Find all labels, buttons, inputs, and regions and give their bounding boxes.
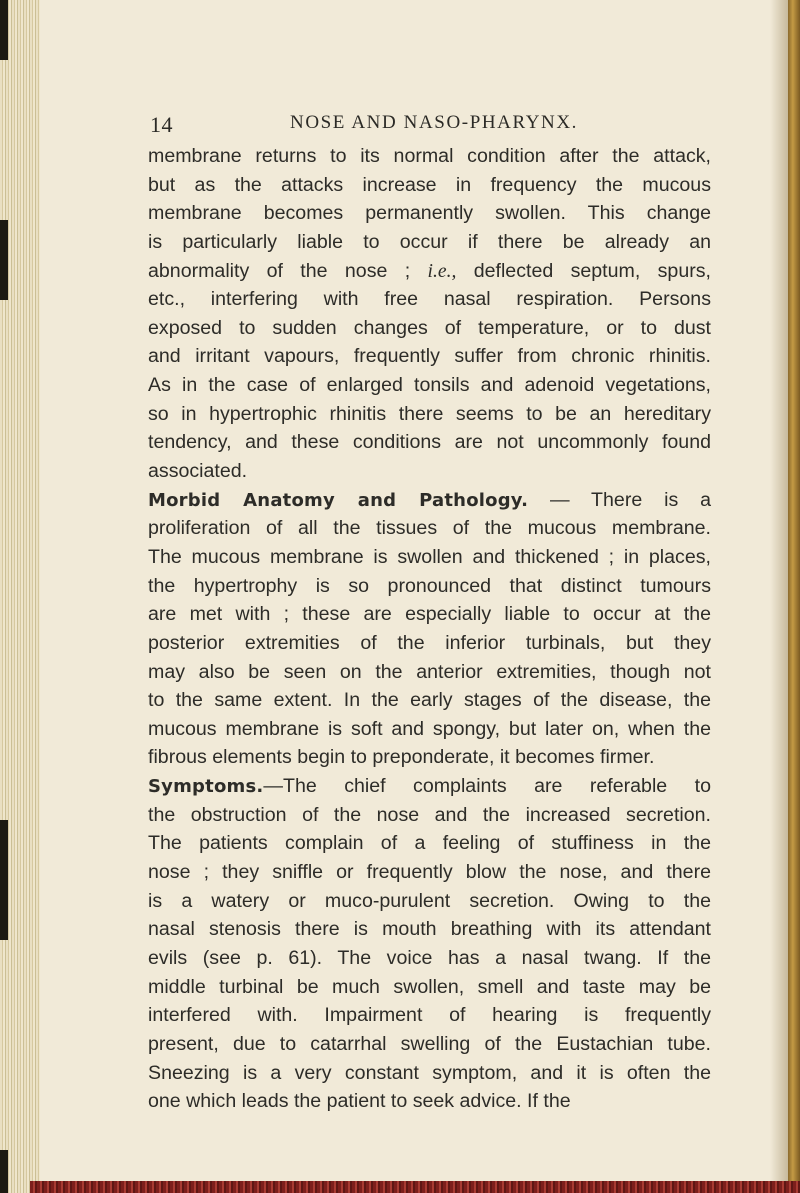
text-line: is particularly liable to occur if there be already an: [148, 230, 711, 253]
text-line: are met with ; these are especially liable to occur at the: [148, 603, 711, 626]
text-run: abnormality of the nose ;: [148, 259, 428, 282]
text-run: deflected septum, spurs,: [456, 259, 711, 282]
page-edge-left: [0, 0, 40, 1193]
text-line: the obstruction of the nose and the increased secretion.: [148, 803, 711, 826]
text-line: nose ; they sniffle or frequently blow the nose, and there: [148, 861, 711, 884]
text-line: and irritant vapours, frequently suffer from chronic rhinitis.: [148, 345, 711, 368]
text-line: membrane returns to its normal condition after the attack,: [148, 145, 711, 167]
text-line: posterior extremities of the inferior turbinals, but they: [148, 631, 711, 654]
text-line: [148, 772, 711, 801]
page-curve-shadow: [770, 0, 788, 1193]
text-line: The mucous membrane is swollen and thickened ; in places,: [148, 545, 711, 568]
text-line: associated.: [148, 460, 248, 483]
text-line: tendency, and these conditions are not uncommonly found: [148, 431, 711, 454]
binding-strip: [30, 1181, 800, 1193]
text-line: is a watery or muco-purulent secretion. Owing to the: [148, 889, 711, 912]
text-line: exposed to sudden changes of temperature, or to dust: [148, 316, 711, 339]
text-line: present, due to catarrhal swelling of the Eustachian tube.: [148, 1032, 711, 1055]
text-line: one which leads the patient to seek advice. If the: [148, 1090, 571, 1113]
text-line: the hypertrophy is so pronounced that distinct tumours: [148, 574, 711, 597]
text-line: [148, 486, 711, 515]
text-line: Sneezing is a very constant symptom, and it is often the: [148, 1061, 711, 1084]
text-run: — There is a: [528, 488, 711, 511]
text-line: The patients complain of a feeling of stuffiness in the: [148, 832, 711, 855]
text-line: interfered with. Impairment of hearing is frequently: [148, 1004, 711, 1027]
text-line: to the same extent. In the early stages of the disease, the: [148, 689, 711, 712]
text-line: As in the case of enlarged tonsils and adenoid vegetations,: [148, 374, 711, 397]
section-heading: Symptoms.: [148, 776, 264, 798]
italic-text: i.e.,: [427, 260, 457, 282]
text-line: middle turbinal be much swollen, smell and taste may be: [148, 975, 711, 998]
text-line: nasal stenosis there is mouth breathing with its attendant: [148, 918, 711, 941]
page-header: [150, 112, 710, 142]
text-line: evils (see p. 61). The voice has a nasal twang. If the: [148, 946, 711, 969]
book-cover-edge: [788, 0, 800, 1193]
text-line: membrane becomes permanently swollen. This change: [148, 202, 711, 225]
text-line: proliferation of all the tissues of the mucous membrane.: [148, 517, 711, 540]
body-text: [148, 142, 711, 1116]
text-line: so in hypertrophic rhinitis there seems to be an hereditary: [148, 402, 711, 425]
text-line: may also be seen on the anterior extremities, though not: [148, 660, 711, 683]
text-line: mucous membrane is soft and spongy, but later on, when the: [148, 717, 711, 740]
text-run: —The chief complaints are referable to: [263, 775, 711, 798]
section-heading: Morbid Anatomy and Pathology.: [148, 489, 529, 511]
page-number: 14: [150, 112, 173, 137]
running-title: NOSE AND NASO-PHARYNX.: [290, 112, 579, 133]
text-line: but as the attacks increase in frequency the mucous: [148, 173, 711, 196]
text-line: [148, 257, 711, 286]
text-line: fibrous elements begin to preponderate, it becomes firmer.: [148, 746, 655, 769]
text-line: etc., interfering with free nasal respiration. Persons: [148, 288, 711, 311]
